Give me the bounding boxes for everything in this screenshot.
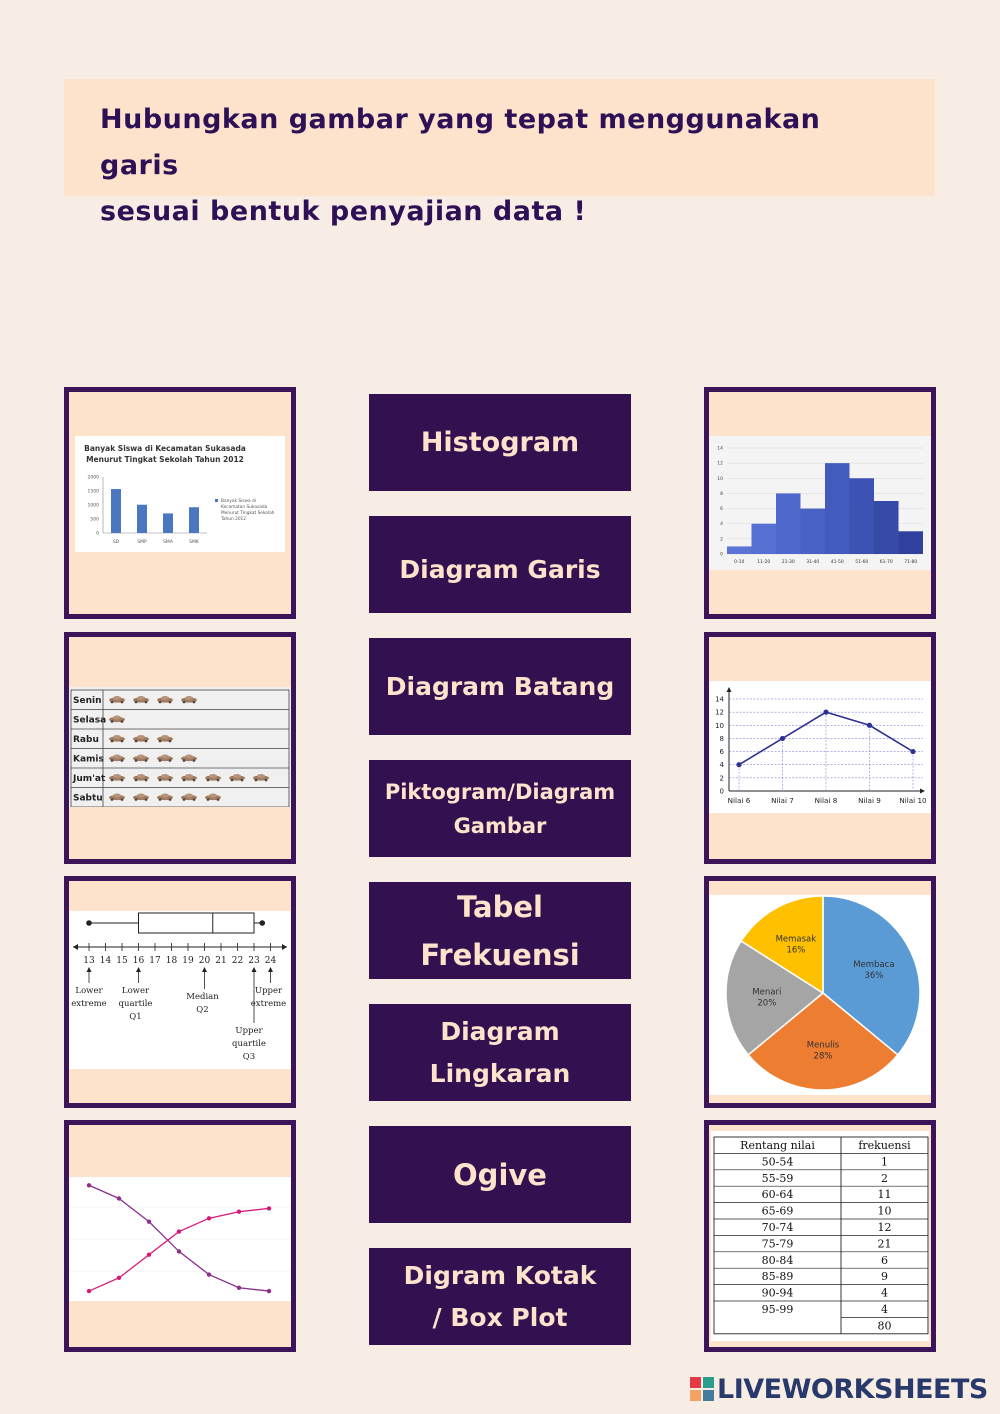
label-diagram-garis[interactable] [369, 516, 631, 613]
label-diagram-garis-text: Diagram Garis [399, 554, 601, 584]
histogram-ytick-label: 2 [720, 537, 723, 543]
label-piktogram-line-2: Gambar [453, 813, 547, 838]
pie-slice-pct: 28% [813, 1051, 833, 1062]
line-ytick-label: 2 [719, 774, 724, 783]
boxplot-lower-extreme-label: extreme [71, 999, 107, 1009]
line-chart-image [709, 681, 931, 813]
histogram-ytick-label: 4 [720, 522, 723, 528]
boxplot-upper-extreme-label: Upper [254, 986, 283, 996]
histogram-bar [874, 501, 899, 554]
boxplot-tick-label: 13 [83, 956, 95, 966]
table-cell-frequency: 4 [881, 1286, 888, 1300]
card-box-plot[interactable] [64, 876, 296, 1108]
bar-chart-bar [189, 507, 199, 533]
card-line-chart[interactable] [704, 632, 936, 864]
histogram-ytick-label: 0 [720, 552, 723, 558]
liveworksheets-logo [690, 1374, 988, 1404]
histogram-bar [825, 463, 850, 554]
ogive-series-line [89, 1185, 269, 1291]
boxplot-tick-label: 14 [99, 956, 112, 966]
table-cell-frequency: 21 [877, 1237, 892, 1251]
ogive-point [207, 1272, 211, 1276]
card-pie-chart[interactable] [704, 876, 936, 1108]
bar-legend-swatch [215, 499, 218, 502]
table-cell-frequency: 1 [881, 1155, 888, 1169]
line-chart-point [736, 762, 741, 767]
histogram-category-label: 0-10 [734, 560, 745, 565]
boxplot-tick-label: 24 [264, 956, 277, 966]
label-histogram[interactable] [369, 394, 631, 491]
boxplot-max-point [259, 920, 265, 926]
table-cell-range: 85-89 [761, 1270, 794, 1284]
boxplot-tick-label: 20 [198, 956, 211, 966]
boxplot-tick-label: 17 [149, 956, 161, 966]
label-ogive[interactable] [369, 1126, 631, 1223]
table-cell-range: 50-54 [761, 1155, 794, 1169]
table-cell-range: 80-84 [761, 1253, 794, 1267]
histogram-category-label: 11-20 [757, 560, 771, 565]
liveworksheets-icon [690, 1377, 714, 1401]
histogram-category-label: 21-30 [781, 560, 795, 565]
pie-slice-label: Memasak [775, 934, 817, 945]
histogram-bar [801, 509, 826, 554]
bar-chart-title-1: Banyak Siswa di Kecamatan Sukasada [84, 444, 246, 453]
pictogram-day-label: Selasa [73, 715, 107, 726]
ogive-point [267, 1206, 271, 1210]
label-tabel-line-1: Tabel [457, 889, 543, 924]
table-cell-frequency: 9 [881, 1270, 888, 1284]
pie-slice-label: Membaca [853, 960, 895, 971]
bar-legend-4: Tahun 2012 [221, 517, 247, 522]
label-diagram-lingkaran[interactable] [369, 1004, 631, 1101]
card-pictogram[interactable] [64, 632, 296, 864]
boxplot-tick-label: 19 [182, 956, 194, 966]
pie-slice-pct: 16% [786, 945, 806, 956]
boxplot-tick-label: 23 [248, 956, 260, 966]
bar-ytick-label: 1500 [87, 489, 99, 495]
ogive-point [177, 1249, 181, 1253]
boxplot-lower-quartile-label: quartile [118, 999, 153, 1009]
boxplot-median-label: Q2 [196, 1005, 209, 1015]
histogram-bar [850, 478, 875, 554]
label-lingkaran-line-1: Diagram [440, 1016, 560, 1046]
bar-legend-3: Menurut Tingkat Sekolah [221, 511, 275, 516]
table-header-frequency: frekuensi [858, 1139, 911, 1152]
ogive-point [177, 1229, 181, 1233]
ogive-point [87, 1183, 91, 1187]
instruction-line-1: Hubungkan gambar yang tepat menggunakan garis [100, 104, 821, 181]
pictogram-day-label: Jum'at [73, 774, 106, 784]
boxplot-lower-quartile-label: Q1 [129, 1012, 142, 1022]
line-category-label: Nilai 9 [858, 796, 881, 805]
label-histogram-text: Histogram [420, 426, 580, 458]
bar-category-label: SMA [163, 540, 173, 545]
bar-chart-title-2: Menurut Tingkat Sekolah Tahun 2012 [86, 455, 244, 464]
pictogram-day-label: Senin [73, 696, 102, 706]
boxplot-tick-label: 18 [165, 956, 178, 966]
bar-category-label: SD [112, 540, 120, 545]
label-lingkaran-line-2: Lingkaran [429, 1058, 571, 1088]
table-cell-frequency: 2 [881, 1171, 888, 1185]
histogram-bar [727, 546, 752, 554]
histogram-ytick-label: 12 [717, 461, 723, 467]
histogram-bar [776, 493, 801, 554]
bar-category-label: SMP [137, 540, 147, 545]
label-diagram-batang[interactable] [369, 638, 631, 735]
boxplot-upper-quartile-label: Upper [235, 1026, 263, 1036]
line-ytick-label: 0 [719, 787, 724, 796]
table-cell-frequency: 6 [881, 1253, 888, 1267]
boxplot-tick-label: 22 [231, 956, 244, 966]
line-ytick-label: 8 [719, 734, 724, 743]
boxplot-upper-extreme-label: extreme [250, 999, 287, 1009]
table-cell-range: 60-64 [761, 1188, 794, 1202]
label-tabel-line-2: Frekuensi [420, 937, 580, 972]
pie-slice-label: Menulis [806, 1040, 840, 1051]
label-boxplot-line-1: Digram Kotak [403, 1260, 597, 1290]
instruction-line-2: sesuai bentuk penyajian data ! [100, 196, 587, 227]
pie-slice-pct: 20% [757, 998, 777, 1009]
line-ytick-label: 12 [715, 708, 724, 717]
histogram-ytick-label: 14 [717, 446, 723, 452]
line-chart-point [867, 723, 872, 728]
label-piktogram[interactable] [369, 760, 631, 857]
bar-chart-image [75, 436, 285, 552]
line-ytick-label: 10 [715, 721, 724, 730]
ogive-point [237, 1210, 241, 1214]
histogram-bar [752, 524, 777, 554]
card-frequency-table[interactable] [704, 1120, 936, 1352]
table-cell-frequency: 12 [877, 1221, 892, 1234]
histogram-ytick-label: 10 [717, 476, 723, 482]
boxplot-upper-quartile-label: Q3 [242, 1052, 256, 1062]
boxplot-lower-extreme-label: Lower [75, 986, 103, 996]
ogive-image [69, 1177, 291, 1301]
line-ytick-label: 6 [719, 748, 724, 757]
label-piktogram-line-1: Piktogram/Diagram [384, 779, 616, 804]
pictogram-day-label: Kamis [73, 754, 104, 765]
table-cell-frequency: 10 [877, 1204, 892, 1218]
table-cell-frequency: 11 [877, 1188, 892, 1202]
table-cell-range: 65-69 [761, 1204, 794, 1218]
pie-slice-label: Menari [752, 987, 782, 998]
label-boxplot-line-2: / Box Plot [432, 1302, 568, 1332]
frequency-table-image [711, 1131, 929, 1341]
line-chart-point [910, 749, 915, 754]
instruction-box [64, 79, 935, 227]
histogram-image [709, 436, 931, 570]
histogram-category-label: 41-50 [830, 560, 844, 565]
label-box-plot[interactable] [369, 1248, 631, 1345]
bar-chart-bar [111, 489, 121, 533]
bar-legend-2: Kecamatan Sukasada [221, 505, 268, 510]
liveworksheets-brand: LIVEWORKSHEETS [717, 1373, 988, 1405]
card-ogive[interactable] [64, 1120, 296, 1352]
histogram-category-label: 51-60 [855, 560, 869, 565]
bar-category-label: SMK [189, 540, 199, 545]
histogram-bar [899, 531, 924, 554]
table-cell-frequency: 4 [881, 1303, 888, 1316]
table-cell-range: 75-79 [761, 1237, 794, 1251]
bar-ytick-label: 500 [90, 517, 99, 523]
label-diagram-batang-text: Diagram Batang [385, 671, 615, 701]
boxplot-tick-label: 21 [215, 956, 227, 966]
histogram-category-label: 61-70 [879, 560, 893, 565]
pictogram-day-label: Sabtu [73, 793, 103, 804]
bar-legend-1: Banyak Siswa di [221, 499, 256, 504]
table-cell-range: 95-99 [761, 1303, 794, 1316]
bar-ytick-label: 2000 [87, 475, 99, 481]
ogive-point [147, 1253, 151, 1257]
boxplot-upper-quartile-label: quartile [232, 1039, 266, 1049]
line-ytick-label: 14 [715, 695, 724, 704]
boxplot-tick-label: 16 [132, 956, 145, 966]
histogram-category-label: 31-40 [806, 560, 820, 565]
pie-slice-pct: 36% [864, 971, 884, 982]
line-chart-point [823, 710, 828, 715]
pie-chart-image [709, 895, 931, 1095]
pictogram-day-label: Rabu [73, 735, 99, 745]
card-bar-chart[interactable] [64, 387, 296, 619]
table-total: 80 [877, 1319, 892, 1333]
boxplot-median-label: Median [186, 992, 219, 1002]
histogram-category-label: 71-80 [904, 560, 918, 565]
boxplot-tick-label: 15 [116, 956, 128, 966]
card-histogram[interactable] [704, 387, 936, 619]
ogive-point [87, 1289, 91, 1293]
bar-chart-bar [137, 505, 147, 533]
bar-ytick-label: 0 [96, 531, 99, 537]
line-chart-point [780, 736, 785, 741]
line-category-label: Nilai 8 [814, 796, 838, 805]
label-ogive-text: Ogive [453, 1157, 547, 1192]
label-tabel-frekuensi[interactable] [369, 882, 631, 979]
ogive-point [117, 1276, 121, 1280]
table-cell-range: 55-59 [761, 1171, 794, 1185]
line-ytick-label: 4 [719, 761, 724, 770]
histogram-ytick-label: 8 [720, 491, 723, 497]
table-header-range: Rentang nilai [740, 1139, 815, 1152]
ogive-point [237, 1286, 241, 1290]
boxplot-lower-quartile-label: Lower [121, 986, 150, 996]
bar-ytick-label: 1000 [87, 503, 99, 509]
ogive-point [147, 1219, 151, 1223]
table-cell-range: 70-74 [761, 1221, 794, 1234]
bar-chart-bar [163, 513, 173, 533]
histogram-ytick-label: 6 [720, 507, 723, 513]
ogive-point [267, 1289, 271, 1293]
ogive-point [117, 1196, 121, 1200]
pictogram-image [69, 687, 291, 807]
line-category-label: Nilai 7 [771, 796, 794, 805]
line-category-label: Nilai 10 [899, 796, 927, 805]
table-cell-range: 90-94 [761, 1286, 794, 1300]
ogive-point [207, 1216, 211, 1220]
box-plot-image [69, 911, 291, 1069]
line-category-label: Nilai 6 [727, 796, 751, 805]
boxplot-box [139, 913, 255, 933]
boxplot-min-point [86, 920, 92, 926]
